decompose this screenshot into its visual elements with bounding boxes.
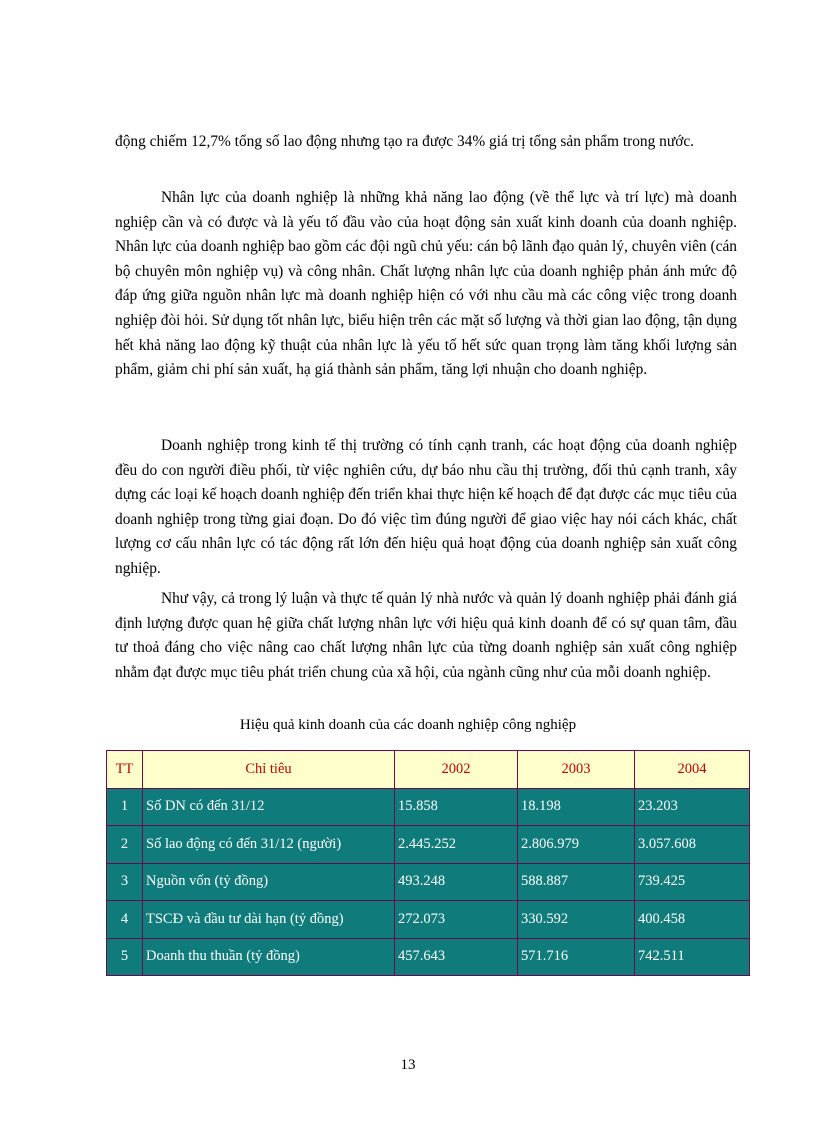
cell-2003: 2.806.979 <box>518 826 635 864</box>
cell-indicator: Nguồn vốn (tỷ đồng) <box>143 863 395 901</box>
cell-indicator: Số lao động có đến 31/12 (người) <box>143 826 395 864</box>
cell-2003: 18.198 <box>518 788 635 826</box>
cell-tt: 4 <box>107 901 143 939</box>
table-row <box>107 788 750 826</box>
cell-2003: 588.887 <box>518 863 635 901</box>
table-header-row <box>107 751 750 789</box>
cell-2002: 272.073 <box>395 901 518 939</box>
header-tt: TT <box>107 751 143 789</box>
cell-indicator: Số DN có đến 31/12 <box>143 788 395 826</box>
paragraph-3: Doanh nghiệp trong kinh tế thị trường có tính cạnh tranh, các hoạt động của doanh nghiệp đều do con người điều phối, từ việc nghiên cứu, dự báo nhu cầu thị trường, đối thủ cạnh tranh, xây dựng các loại kế hoạch doanh nghiệp đến triển khai thực hiện kế hoạch để đạt được các mục tiêu của doanh nghiệp trong từng giai đoạn. Do đó việc tìm đúng người để giao việc hay nói cách khác, chất lượng cơ cấu nhân lực có tác động rất lớn đến hiệu quả hoạt động của doanh nghiệp sản xuất công nghiệp. <box>115 437 737 577</box>
cell-2002: 15.858 <box>395 788 518 826</box>
header-2003: 2003 <box>518 751 635 789</box>
cell-indicator: TSCĐ và đầu tư dài hạn (tỷ đồng) <box>143 901 395 939</box>
cell-2003: 330.592 <box>518 901 635 939</box>
header-2004: 2004 <box>635 751 750 789</box>
cell-2004: 742.511 <box>635 938 750 976</box>
paragraph-continued <box>115 130 737 155</box>
cell-2002: 2.445.252 <box>395 826 518 864</box>
table-caption: Hiệu quả kinh doanh của các doanh nghiệp công nghiệp <box>239 717 577 733</box>
cell-2004: 739.425 <box>635 863 750 901</box>
paragraph-1: động chiếm 12,7% tổng số lao động nhưng tạo ra được 34% giá trị tổng sản phẩm trong nước. <box>115 133 695 150</box>
paragraph-4: Như vậy, cả trong lý luận và thực tế quản lý nhà nước và quản lý doanh nghiệp phải đánh giá định lượng được quan hệ giữa chất lượng nhân lực với hiệu quả kinh doanh để có sự quan tâm, đầu tư thoả đáng cho việc nâng cao chất lượng nhân lực của từng doanh nghiệp sản xuất công nghiệp nhằm đạt được mục tiêu phát triển chung của xã hội, của ngành cũng như của mỗi doanh nghiệp. <box>115 590 737 681</box>
table-row <box>107 826 750 864</box>
cell-2004: 400.458 <box>635 901 750 939</box>
page-number: 13 <box>400 1057 416 1073</box>
table-row <box>107 901 750 939</box>
cell-2002: 457.643 <box>395 938 518 976</box>
cell-indicator: Doanh thu thuần (tỷ đồng) <box>143 938 395 976</box>
paragraph-2: Nhân lực của doanh nghiệp là những khả năng lao động (về thể lực và trí lực) mà doanh nghiệp cần và có được và là yếu tố đầu vào của hoạt động sản xuất kinh doanh của doanh nghiệp. Nhân lực của doanh nghiệp bao gồm các đội ngũ chủ yếu: cán bộ lãnh đạo quản lý, chuyên viên (cán bộ chuyên môn nghiệp vụ) và công nhân. Chất lượng nhân lực của doanh nghiệp phản ánh mức độ đáp ứng giữa nguồn nhân lực mà doanh nghiệp hiện có với nhu cầu mà các công việc trong doanh nghiệp đòi hỏi. Sử dụng tốt nhân lực, biểu hiện trên các mặt số lượng và thời gian lao động, tận dụng hết khả năng lao động kỹ thuật của nhân lực là yếu tố hết sức quan trọng làm tăng khối lượng sản phẩm, giảm chi phí sản xuất, hạ giá thành sản phẩm, tăng lợi nhuận cho doanh nghiệp. <box>115 189 737 379</box>
business-efficiency-table <box>106 750 750 976</box>
cell-2002: 493.248 <box>395 863 518 901</box>
paragraph-block-4 <box>115 587 737 685</box>
table-row <box>107 863 750 901</box>
cell-2004: 23.203 <box>635 788 750 826</box>
cell-tt: 2 <box>107 826 143 864</box>
cell-tt: 3 <box>107 863 143 901</box>
table-row <box>107 938 750 976</box>
header-indicator: Chỉ tiêu <box>143 751 395 789</box>
cell-tt: 5 <box>107 938 143 976</box>
cell-2004: 3.057.608 <box>635 826 750 864</box>
paragraph-block-3 <box>115 434 737 582</box>
cell-tt: 1 <box>107 788 143 826</box>
header-2002: 2002 <box>395 751 518 789</box>
paragraph-block-2 <box>115 186 737 383</box>
cell-2003: 571.716 <box>518 938 635 976</box>
